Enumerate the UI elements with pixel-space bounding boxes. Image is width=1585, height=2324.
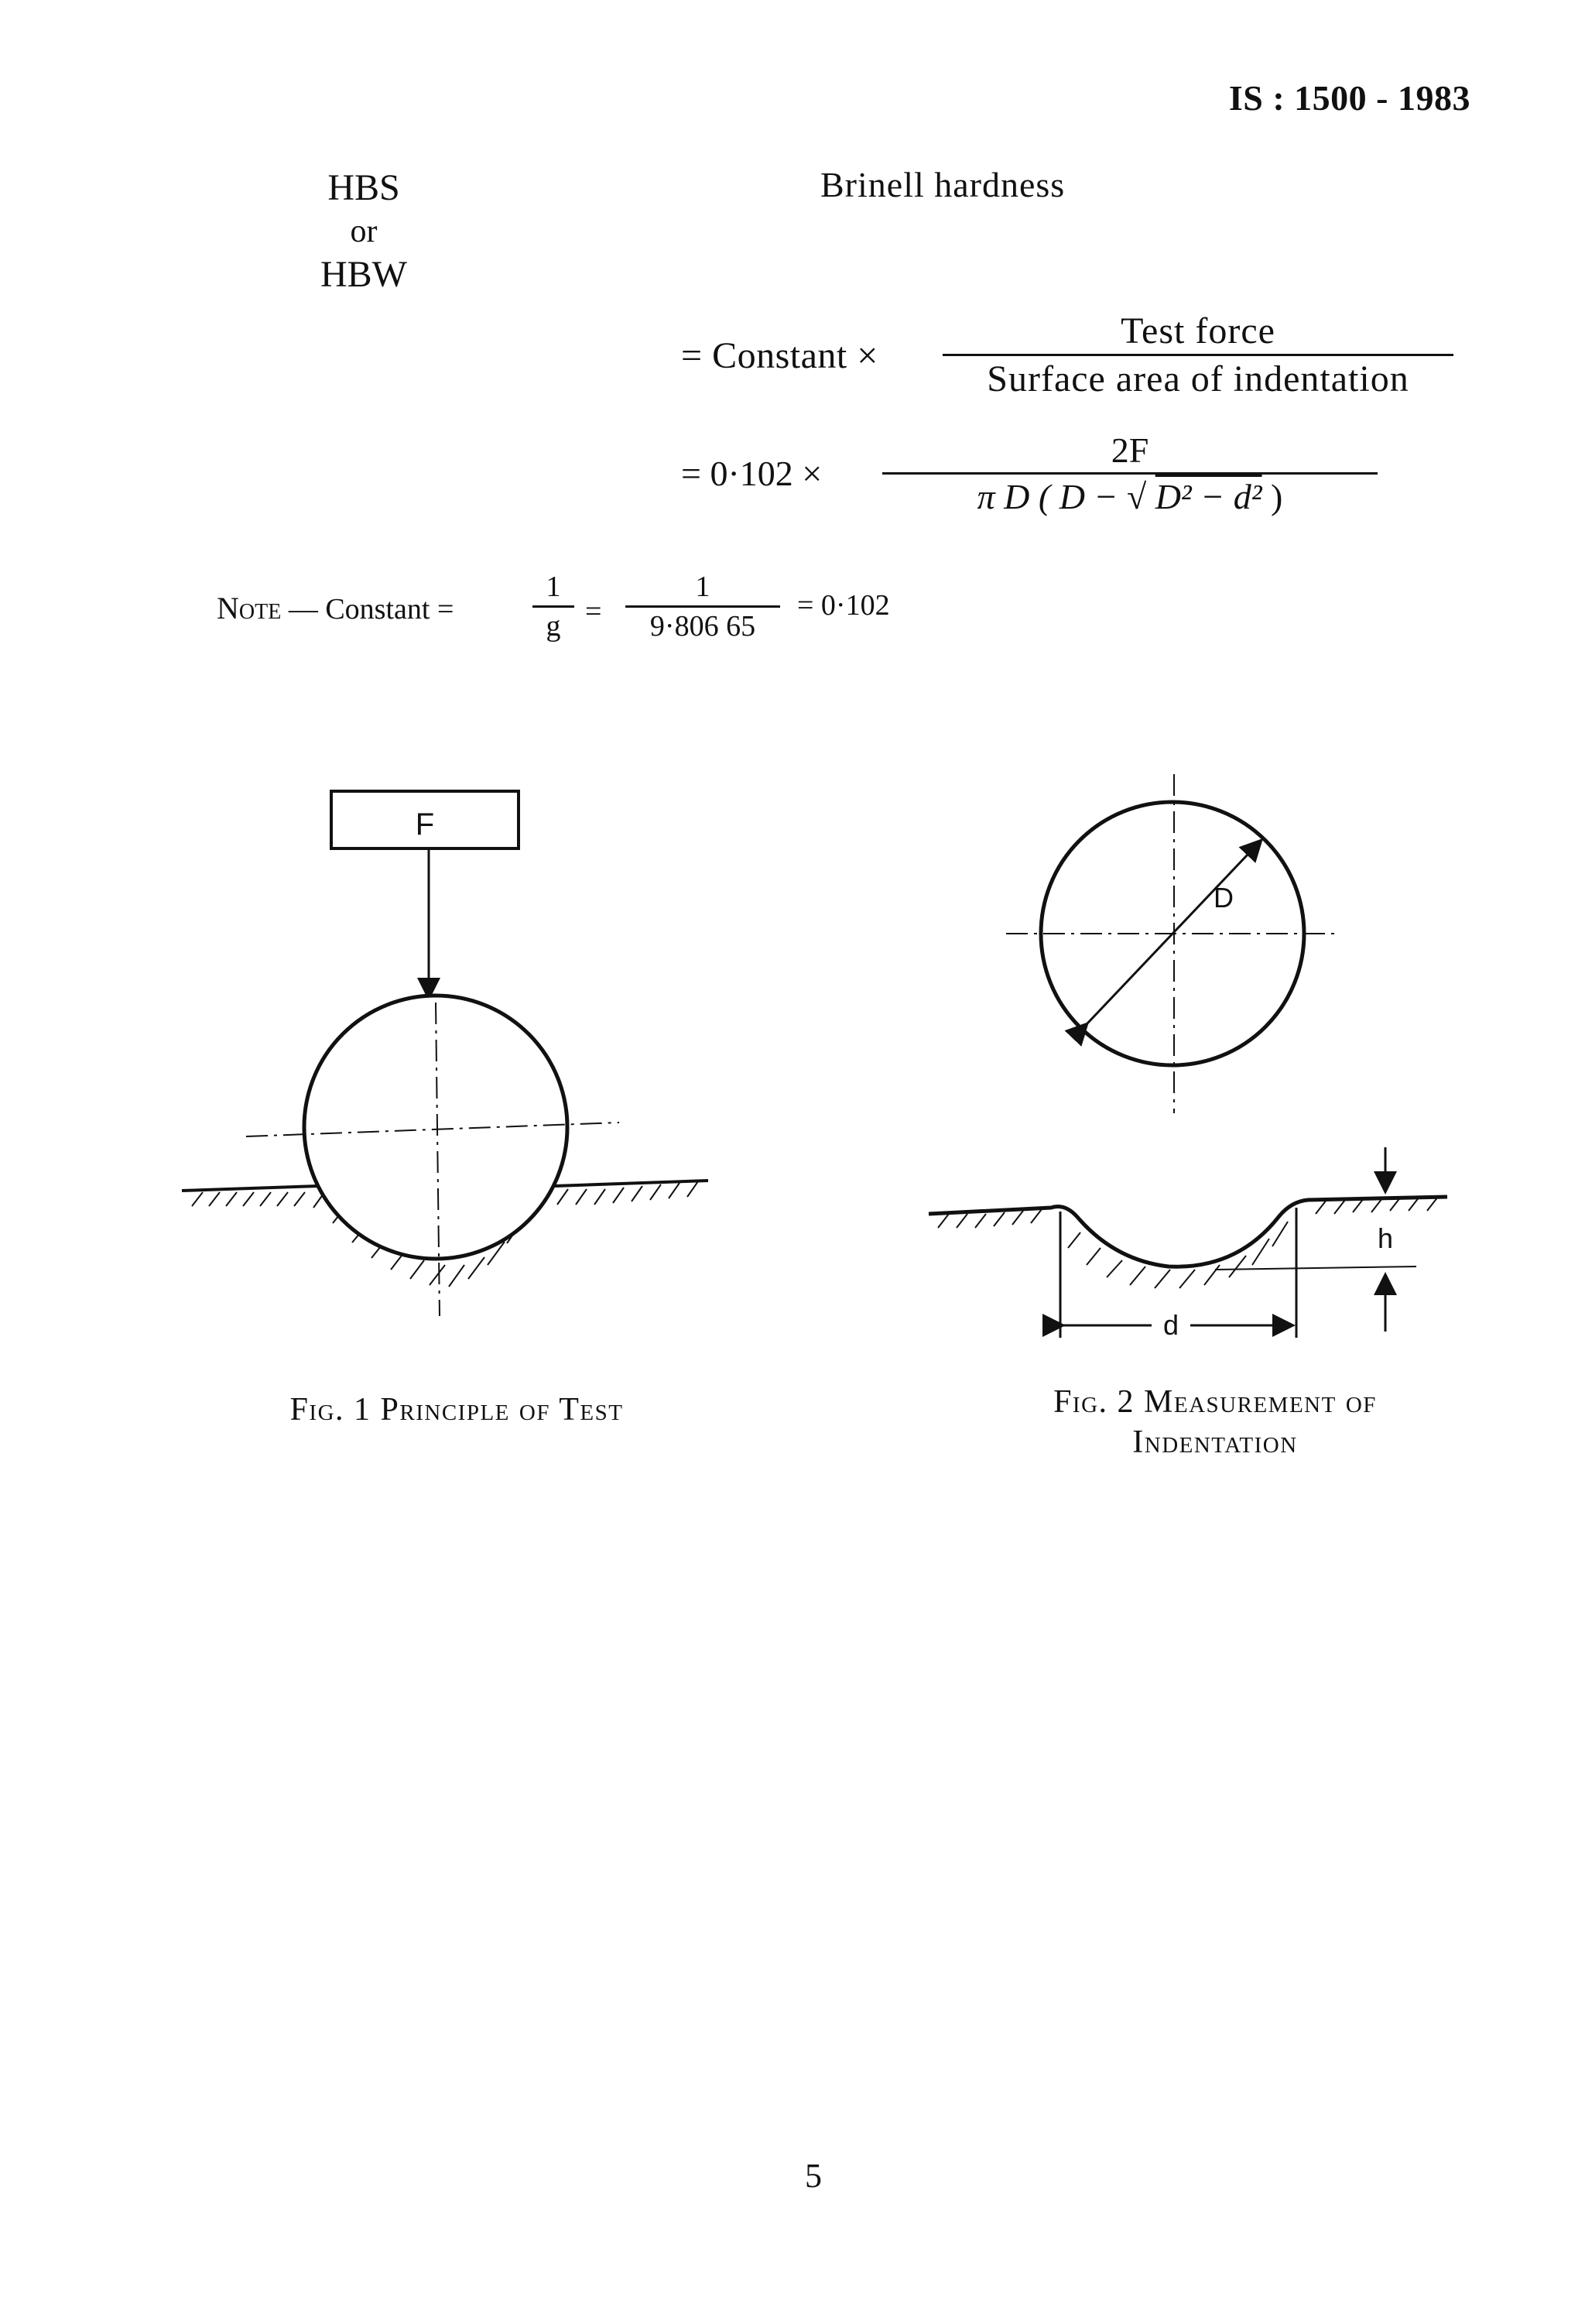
note-frac2-num: 1 <box>695 571 710 603</box>
equation2-den-pre: π D ( D − √ <box>977 477 1155 516</box>
note-result: = 0·102 <box>797 589 890 622</box>
figure1-principle-of-test <box>182 791 708 1316</box>
surface-line-right <box>555 1181 708 1186</box>
standard-number: IS : 1500 - 1983 <box>1228 78 1470 118</box>
note-frac1-den: g <box>546 610 561 643</box>
surface-line-left <box>182 1186 319 1191</box>
indent-diameter-label: d <box>1162 1309 1179 1341</box>
note-equals: = <box>585 595 602 628</box>
note-text: — Constant = <box>281 593 454 626</box>
equation1-numerator: Test force <box>1121 310 1275 351</box>
indenter-ball <box>304 996 567 1259</box>
diameter-label: D <box>1214 882 1234 913</box>
depth-label: h <box>1377 1222 1394 1254</box>
symbol-hbs: HBS <box>327 167 400 208</box>
figure2-caption-line1: Fig. 2 Measurement of <box>1053 1384 1377 1420</box>
equation2-den-root: D² − d² <box>1155 477 1262 516</box>
equation2-numerator: 2F <box>1111 430 1149 470</box>
figure2-ball-view <box>1006 774 1335 1113</box>
page-number: 5 <box>805 2157 822 2195</box>
h-extension-bottom <box>1215 1267 1416 1270</box>
symbol-or: or <box>350 214 378 249</box>
force-label: F <box>415 807 435 842</box>
figure2-caption-line2: Indentation <box>1132 1424 1298 1460</box>
symbol-meaning: Brinell hardness <box>820 165 1066 204</box>
note-frac1-num: 1 <box>546 571 561 603</box>
figure2-caption <box>960 1382 1470 1462</box>
figure1-caption: Fig. 1 Principle of Test <box>289 1392 624 1428</box>
symbol-hbw: HBW <box>320 254 407 295</box>
indentation-profile <box>929 1197 1447 1267</box>
equation1-lhs: = Constant × <box>681 335 878 376</box>
note-frac2-den: 9·806 65 <box>649 610 756 643</box>
equation2-den-post: ) <box>1261 477 1283 516</box>
equation1-denominator: Surface area of indentation <box>987 358 1409 399</box>
figure2-indentation <box>929 1147 1447 1342</box>
equation2-lhs: = 0·102 × <box>681 454 823 493</box>
note-label: Note <box>217 591 282 626</box>
